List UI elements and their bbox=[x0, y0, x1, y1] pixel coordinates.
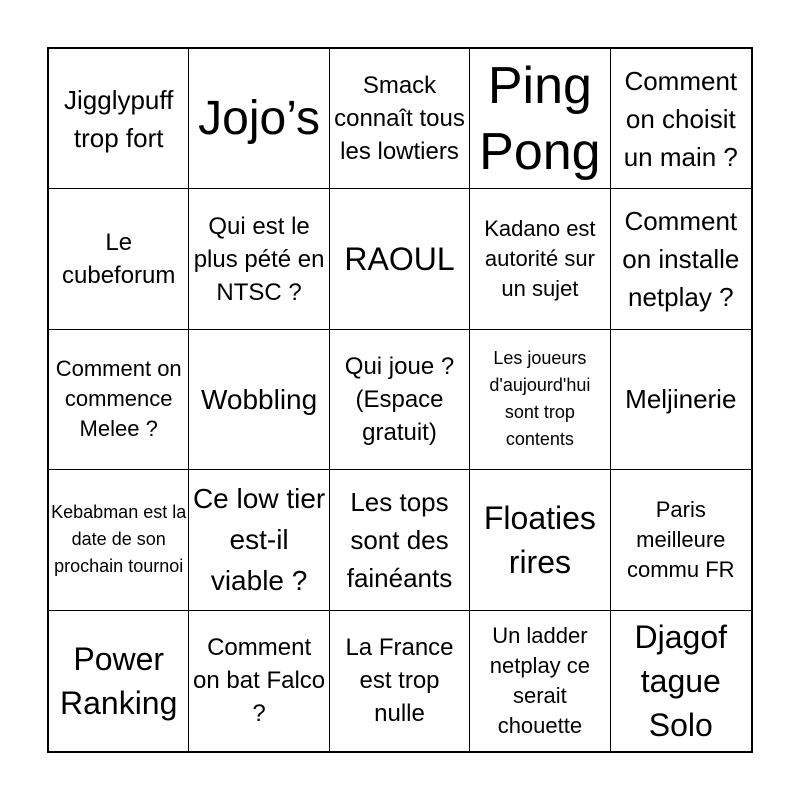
bingo-cell-text: RAOUL bbox=[344, 241, 455, 278]
bingo-cell-25[interactable] bbox=[611, 611, 751, 751]
bingo-cell-1[interactable] bbox=[49, 49, 189, 189]
bingo-cell-text: Ce low tier est-il viable ? bbox=[192, 483, 326, 597]
bingo-cell-text: Meljinerie bbox=[625, 384, 737, 415]
bingo-cell-text: Comment on commence Melee ? bbox=[55, 356, 182, 442]
bingo-cell-text: Les tops sont des fainéants bbox=[346, 486, 453, 593]
bingo-cell-text: Floaties rires bbox=[483, 499, 596, 580]
bingo-cell-text: Qui est le plus pété en NTSC ? bbox=[193, 212, 325, 306]
bingo-cell-15[interactable] bbox=[611, 330, 751, 470]
bingo-cell-text: Paris meilleure commu FR bbox=[627, 496, 735, 582]
bingo-cell-text: Kadano est autorité sur un sujet bbox=[484, 216, 596, 302]
bingo-cell-12[interactable] bbox=[189, 330, 329, 470]
bingo-cell-18[interactable] bbox=[330, 470, 470, 610]
bingo-cell-text: Power Ranking bbox=[59, 640, 178, 721]
bingo-cell-10[interactable] bbox=[611, 189, 751, 329]
bingo-cell-9[interactable] bbox=[470, 189, 610, 329]
bingo-cell-21[interactable] bbox=[49, 611, 189, 751]
bingo-cell-8[interactable] bbox=[330, 189, 470, 329]
bingo-cell-text: Les joueurs d'aujourd'hui sont trop contents bbox=[489, 348, 591, 450]
bingo-cell-text: Un ladder netplay ce serait chouette bbox=[489, 622, 591, 738]
bingo-card bbox=[47, 47, 753, 753]
bingo-cell-3[interactable] bbox=[330, 49, 470, 189]
bingo-cell-5[interactable] bbox=[611, 49, 751, 189]
bingo-cell-24[interactable] bbox=[470, 611, 610, 751]
bingo-cell-text: Ping Pong bbox=[479, 56, 601, 181]
bingo-cell-text: Jigglypuff trop fort bbox=[64, 84, 174, 153]
bingo-cell-text: Wobbling bbox=[200, 383, 318, 415]
bingo-cell-text: Qui joue ? (Espace gratuit) bbox=[344, 352, 455, 446]
bingo-cell-text: La France est trop nulle bbox=[345, 634, 454, 728]
bingo-cell-14[interactable] bbox=[470, 330, 610, 470]
bingo-cell-11[interactable] bbox=[49, 330, 189, 470]
bingo-cell-text: Djagof tague Solo bbox=[634, 618, 728, 743]
bingo-cell-2[interactable] bbox=[189, 49, 329, 189]
bingo-cell-22[interactable] bbox=[189, 611, 329, 751]
bingo-cell-text: Le cubeforum bbox=[62, 229, 176, 290]
bingo-cell-text: Comment on bat Falco ? bbox=[193, 634, 326, 728]
bingo-cell-text: Jojo’s bbox=[198, 91, 321, 145]
bingo-cell-6[interactable] bbox=[49, 189, 189, 329]
bingo-cell-text: Comment on choisit un main ? bbox=[623, 65, 738, 172]
bingo-cell-16[interactable] bbox=[49, 470, 189, 610]
bingo-cell-4[interactable] bbox=[470, 49, 610, 189]
bingo-cell-text: Comment on installe netplay ? bbox=[622, 206, 740, 313]
bingo-cell-20[interactable] bbox=[611, 470, 751, 610]
bingo-cell-7[interactable] bbox=[189, 189, 329, 329]
bingo-cell-19[interactable] bbox=[470, 470, 610, 610]
bingo-cell-13[interactable] bbox=[330, 330, 470, 470]
bingo-cell-text: Kebabman est la date de son prochain tournoi bbox=[51, 502, 187, 577]
bingo-cell-text: Smack connaît tous les lowtiers bbox=[334, 72, 465, 166]
bingo-cell-23[interactable] bbox=[330, 611, 470, 751]
bingo-cell-17[interactable] bbox=[189, 470, 329, 610]
